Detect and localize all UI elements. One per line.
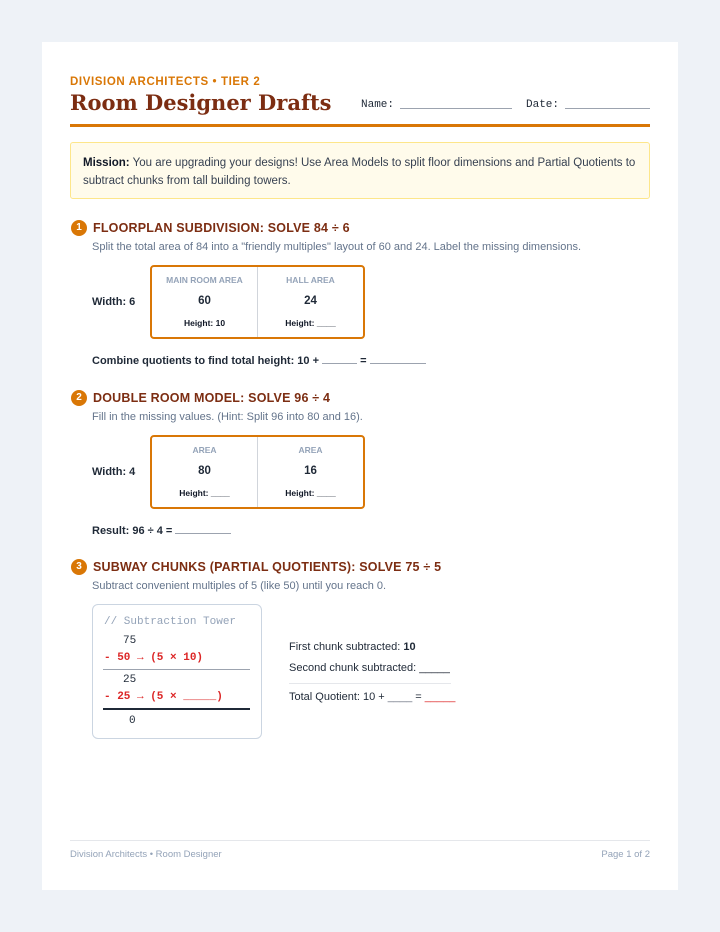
footer-rule xyxy=(70,840,650,841)
mission-label: Mission: xyxy=(83,157,130,169)
section-1-number: 1 xyxy=(71,220,87,236)
section-2-subtitle: Fill in the missing values. (Hint: Split 96 into 80 and 16). xyxy=(92,411,363,423)
series-label: DIVISION ARCHITECTS • TIER 2 xyxy=(70,76,261,88)
tower-step-1: - 50 → (5 × 10) xyxy=(104,652,204,664)
section-3-title: SUBWAY CHUNKS (PARTIAL QUOTIENTS): SOLVE 75 ÷ 5 xyxy=(93,560,442,574)
section-2-result xyxy=(92,524,231,537)
first-chunk-label: First chunk subtracted: xyxy=(289,641,404,653)
cell-height: Height: 10 xyxy=(183,318,226,328)
area-cell-hall xyxy=(257,267,363,337)
cell-value: 80 xyxy=(198,465,211,477)
name-label: Name: xyxy=(361,99,395,111)
section-2-number: 2 xyxy=(71,390,87,406)
tower-comment: // Subtraction Tower xyxy=(104,616,237,628)
section-1-result xyxy=(92,354,426,367)
section-1-area-model xyxy=(150,265,365,339)
tower-start: 75 xyxy=(123,635,137,647)
worksheet-page xyxy=(42,42,678,890)
answer-blank[interactable] xyxy=(322,354,357,364)
section-1-width-label: Width: 6 xyxy=(92,296,136,308)
section-2-area-model xyxy=(150,435,365,509)
answer-blank[interactable] xyxy=(370,354,426,364)
first-chunk-value: 10 xyxy=(403,641,416,653)
tower-remainder: 25 xyxy=(123,674,137,686)
second-chunk-line xyxy=(289,662,450,674)
result-prefix: Result: 96 ÷ 4 = xyxy=(92,525,173,537)
cell-label: AREA xyxy=(192,445,217,455)
cell-height-blank[interactable]: Height: ____ xyxy=(285,488,336,498)
cell-value: 16 xyxy=(304,465,317,477)
total-quotient-blank[interactable]: ____ xyxy=(387,691,413,703)
section-1-title: FLOORPLAN SUBDIVISION: SOLVE 84 ÷ 6 xyxy=(93,221,350,235)
page-title: Room Designer Drafts xyxy=(70,90,332,115)
cell-value: 24 xyxy=(304,295,317,307)
cell-height-blank[interactable]: Height: ____ xyxy=(285,318,336,328)
first-chunk-line xyxy=(289,641,416,653)
footer-left: Division Architects • Room Designer xyxy=(70,849,222,860)
area-cell-left xyxy=(152,437,257,507)
total-quotient-answer[interactable]: _____ xyxy=(424,691,456,703)
mission-box xyxy=(70,142,650,199)
area-cell-main-room xyxy=(152,267,257,337)
subtraction-tower xyxy=(92,604,262,739)
tower-final: 0 xyxy=(129,715,136,727)
second-chunk-label: Second chunk subtracted: xyxy=(289,662,420,674)
cell-label: AREA xyxy=(298,445,323,455)
second-chunk-blank[interactable]: _____ xyxy=(419,662,450,674)
cell-value: 60 xyxy=(198,295,211,307)
section-1-subtitle: Split the total area of 84 into a "friendly multiples" layout of 60 and 24. Label the missing dimensions. xyxy=(92,241,582,253)
tower-step-2[interactable]: - 25 → (5 × _____) xyxy=(104,691,223,703)
tower-rule xyxy=(103,669,250,670)
date-field[interactable] xyxy=(565,108,650,109)
result-prefix: Combine quotients to find total height: 10 + xyxy=(92,355,320,367)
area-cell-right xyxy=(257,437,363,507)
section-3-subtitle: Subtract convenient multiples of 5 (like 50) until you reach 0. xyxy=(92,580,387,592)
tower-rule-final xyxy=(103,708,250,710)
mission-text: You are upgrading your designs! Use Area Models to split floor dimensions and Partial Quotients to subtract chunks from tall building towers. xyxy=(83,157,636,187)
answer-blank[interactable] xyxy=(175,524,231,534)
chunk-divider xyxy=(289,683,451,684)
date-label: Date: xyxy=(526,99,560,111)
total-quotient-line xyxy=(289,691,455,703)
result-equals: = xyxy=(360,355,367,367)
cell-height-blank[interactable]: Height: ____ xyxy=(179,488,230,498)
header-rule xyxy=(70,124,650,127)
total-quotient-label: Total Quotient: 10 + xyxy=(289,691,388,703)
section-3-number: 3 xyxy=(71,559,87,575)
section-2-width-label: Width: 4 xyxy=(92,466,136,478)
page-number: Page 1 of 2 xyxy=(601,849,650,860)
cell-label: MAIN ROOM AREA xyxy=(166,275,243,285)
name-field[interactable] xyxy=(400,108,512,109)
section-2-title: DOUBLE ROOM MODEL: SOLVE 96 ÷ 4 xyxy=(93,391,331,405)
total-quotient-equals: = xyxy=(412,691,425,703)
cell-label: HALL AREA xyxy=(286,275,335,285)
